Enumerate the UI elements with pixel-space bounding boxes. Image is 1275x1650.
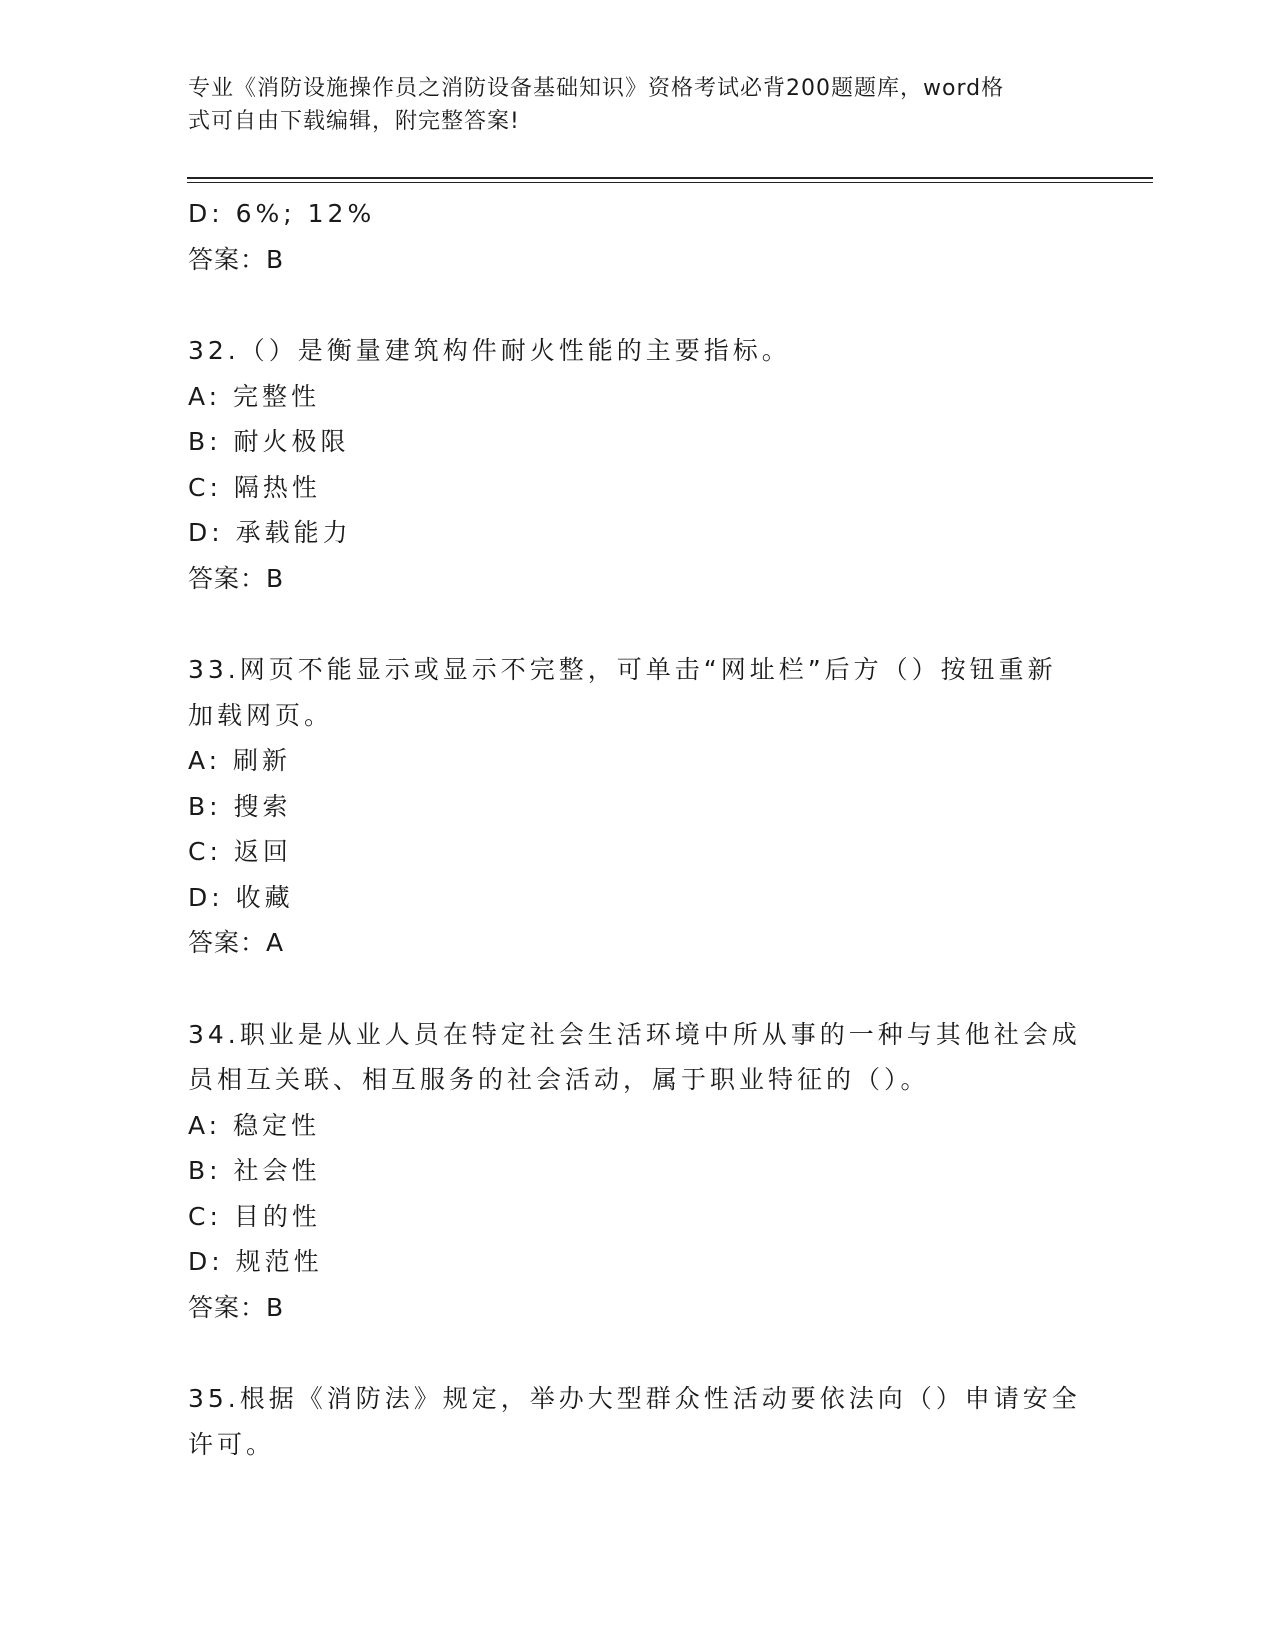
- spacer: [188, 966, 1088, 1012]
- option-a: A: 刷新: [188, 746, 292, 775]
- option-b: B: 社会性: [188, 1156, 321, 1185]
- answer: 答案：B: [188, 1292, 285, 1322]
- header-line-1: 专业《消防设施操作员之消防设备基础知识》资格考试必背200题题库，word格: [188, 76, 1005, 101]
- question-text: 33.网页不能显示或显示不完整，可单击“网址栏”后方（）按钮重新: [188, 655, 1057, 684]
- answer: 答案：A: [188, 928, 285, 957]
- question-34: [188, 1012, 1088, 1331]
- option-d: D: 6%; 12%: [188, 199, 376, 228]
- document-header: [188, 72, 1068, 138]
- option-a: A: 稳定性: [188, 1110, 321, 1140]
- question-32: [188, 328, 1088, 601]
- answer: 答案：B: [188, 244, 285, 274]
- option-d: D: 承载能力: [188, 518, 352, 547]
- spacer: [188, 282, 1088, 328]
- spacer: [188, 601, 1088, 647]
- option-c: C: 隔热性: [188, 472, 321, 502]
- spacer: [188, 1330, 1088, 1376]
- question-text-cont: 加载网页。: [188, 700, 334, 730]
- option-b: B: 耐火极限: [188, 427, 350, 456]
- option-c: C: 返回: [188, 837, 292, 866]
- answer: 答案：B: [188, 563, 285, 593]
- header-divider-thin: [187, 182, 1153, 183]
- question-list: [188, 191, 1088, 1467]
- question-text: 32.（）是衡量建筑构件耐火性能的主要指标。: [188, 336, 791, 365]
- option-a: A: 完整性: [188, 381, 321, 411]
- header-line-2: 式可自由下载编辑，附完整答案!: [188, 109, 520, 134]
- header-divider-thick: [187, 177, 1153, 179]
- question-text-cont: 许可。: [188, 1429, 276, 1459]
- question-33: [188, 647, 1088, 966]
- option-c: C: 目的性: [188, 1201, 321, 1231]
- option-b: B: 搜索: [188, 791, 292, 821]
- question-text: 34.职业是从业人员在特定社会生活环境中所从事的一种与其他社会成: [188, 1019, 1081, 1049]
- question-text-cont: 员相互关联、相互服务的社会活动，属于职业特征的（）。: [188, 1065, 930, 1094]
- option-d: D: 规范性: [188, 1247, 323, 1276]
- option-d: D: 收藏: [188, 882, 294, 912]
- question-35: [188, 1376, 1088, 1467]
- question-text: 35.根据《消防法》规定，举办大型群众性活动要依法向（）申请安全: [188, 1384, 1081, 1413]
